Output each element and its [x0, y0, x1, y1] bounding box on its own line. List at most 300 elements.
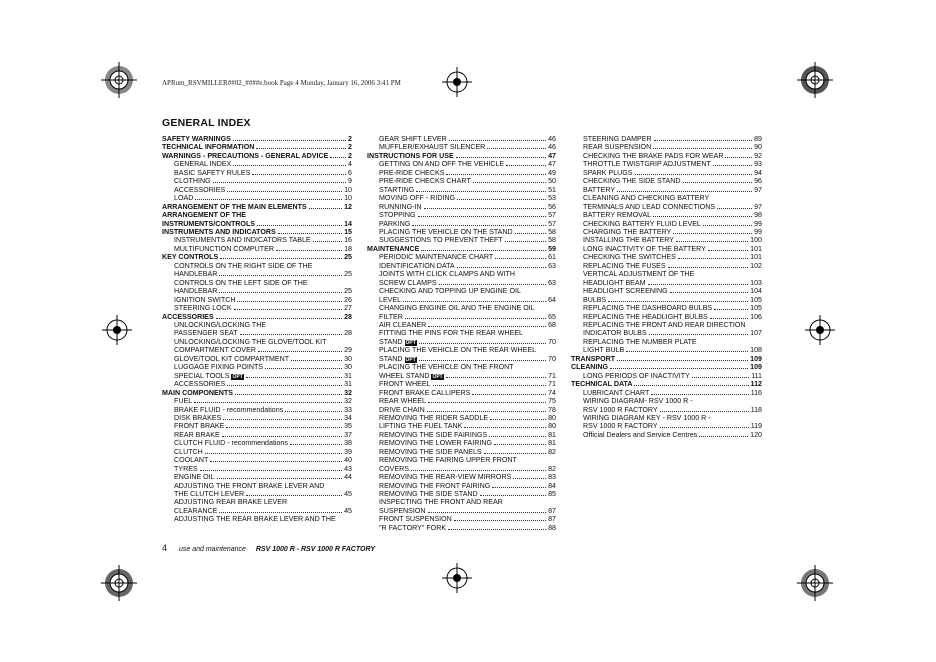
index-entry[interactable]: [367, 372, 556, 380]
dot-leader: [428, 326, 546, 327]
registration-mark-right-middle: [805, 315, 835, 345]
page-ref: 27: [344, 304, 352, 313]
dot-leader: [610, 368, 748, 369]
page-ref: 2: [348, 135, 352, 143]
dot-leader: [648, 284, 749, 285]
entry-title: IDENTIFICATION DATA: [379, 261, 455, 270]
index-entry[interactable]: [367, 296, 556, 304]
entry-title: REPLACING THE FUSES: [583, 261, 666, 270]
index-entry[interactable]: [571, 372, 762, 380]
page-ref: 80: [548, 422, 556, 431]
entry-title: BRAKE FLUID - recommendations: [174, 405, 284, 414]
index-column-2: [367, 135, 556, 532]
page-ref: 31: [344, 380, 352, 389]
entry-title: FITTING THE PINS FOR THE REAR WHEEL: [379, 329, 523, 338]
index-entry[interactable]: [162, 313, 352, 321]
index-entry[interactable]: [162, 439, 352, 447]
entry-title: REPLACING THE HEADLIGHT BULBS: [583, 312, 708, 321]
page-ref: 31: [344, 371, 352, 380]
dot-leader: [222, 436, 342, 437]
page-ref: 75: [548, 397, 556, 406]
index-entry[interactable]: [162, 507, 352, 515]
dot-leader: [446, 377, 546, 378]
index-entry[interactable]: [571, 194, 762, 202]
index-entry[interactable]: [367, 422, 556, 430]
index-entry[interactable]: [367, 228, 556, 236]
page-ref: 10: [344, 194, 352, 203]
page-ref: 90: [754, 143, 762, 152]
index-entry[interactable]: [367, 515, 556, 523]
index-entry[interactable]: [367, 473, 556, 481]
entry-title: WIRING DIAGRAM- RSV 1000 R -: [583, 397, 693, 406]
index-entry[interactable]: [571, 346, 762, 354]
index-entry[interactable]: [162, 329, 352, 337]
dot-leader: [227, 385, 342, 386]
index-entry[interactable]: [571, 313, 762, 321]
index-entry[interactable]: [571, 363, 762, 371]
index-entry[interactable]: [571, 397, 762, 405]
index-entry[interactable]: [571, 169, 762, 177]
dot-leader: [457, 199, 546, 200]
entry-title: INSTRUMENTS AND INDICATORS: [162, 227, 276, 236]
index-entry[interactable]: [162, 143, 352, 151]
index-entry[interactable]: [571, 211, 762, 219]
page-ref: 102: [750, 261, 762, 270]
page-ref: 38: [344, 439, 352, 448]
page-ref: 39: [344, 447, 352, 456]
page-ref: 116: [750, 388, 762, 397]
page-ref: 85: [548, 490, 556, 499]
dot-leader: [683, 182, 753, 183]
index-entry[interactable]: [571, 152, 762, 160]
index-entry[interactable]: [367, 203, 556, 211]
page-ref: 12: [344, 202, 352, 211]
index-entry[interactable]: [571, 321, 762, 329]
index-entry[interactable]: [367, 380, 556, 388]
index-entry[interactable]: [162, 490, 352, 498]
dot-leader: [235, 394, 342, 395]
index-entry[interactable]: [162, 279, 352, 287]
page-ref: 35: [344, 422, 352, 431]
index-entry[interactable]: [571, 177, 762, 185]
index-entry[interactable]: [162, 448, 352, 456]
index-entry[interactable]: [162, 220, 352, 228]
entry-title: WIRING DIAGRAM KEY - RSV 1000 R -: [583, 413, 711, 422]
page-ref: 45: [344, 506, 352, 515]
entry-title: VERTICAL ADJUSTMENT OF THE: [583, 270, 695, 279]
index-entry[interactable]: [162, 296, 352, 304]
index-entry[interactable]: [367, 439, 556, 447]
index-entry[interactable]: [571, 338, 762, 346]
index-entry[interactable]: [162, 253, 352, 261]
page-ref: 103: [750, 278, 762, 287]
page-ref: 58: [548, 236, 556, 245]
dot-leader: [449, 140, 546, 141]
index-entry[interactable]: [162, 304, 352, 312]
page-ref: 107: [750, 329, 762, 338]
dot-leader: [506, 165, 546, 166]
index-entry[interactable]: [162, 152, 352, 160]
index-entry[interactable]: [367, 414, 556, 422]
entry-title: SCREW CLAMPS: [379, 278, 437, 287]
dot-leader: [714, 309, 748, 310]
dot-leader: [617, 360, 748, 361]
index-entry[interactable]: [162, 135, 352, 143]
index-entry[interactable]: [162, 431, 352, 439]
index-entry[interactable]: [367, 270, 556, 278]
index-entry[interactable]: [162, 397, 352, 405]
entry-title: PARKING: [379, 219, 411, 228]
entry-title: ADJUSTING THE FRONT BRAKE LEVER AND: [174, 481, 325, 490]
page-ref: 32: [344, 397, 352, 406]
entry-title: CONTROLS ON THE LEFT SIDE OF THE: [174, 278, 308, 287]
entry-title: STEERING DAMPER: [583, 135, 652, 143]
entry-title: REAR WHEEL: [379, 397, 426, 406]
entry-title: AIR CLEANER: [379, 320, 427, 329]
entry-title: INSTRUMENTS/CONTROLS: [162, 219, 256, 228]
entry-title: LOAD: [174, 194, 194, 203]
index-entry[interactable]: [367, 524, 556, 532]
page-ref: 50: [548, 177, 556, 186]
dot-leader: [216, 318, 342, 319]
dot-leader: [653, 216, 752, 217]
index-entry[interactable]: [162, 380, 352, 388]
index-entry[interactable]: [162, 346, 352, 354]
index-entry[interactable]: [571, 186, 762, 194]
dot-leader: [418, 216, 547, 217]
dot-leader: [219, 512, 342, 513]
index-entry[interactable]: [162, 203, 352, 211]
dot-leader: [246, 495, 342, 496]
registration-mark-top-right: [797, 62, 833, 98]
index-entry[interactable]: [162, 389, 352, 397]
dot-leader: [472, 394, 546, 395]
entry-title: FILTER: [379, 312, 403, 321]
index-entry[interactable]: [162, 414, 352, 422]
index-entry[interactable]: [162, 211, 352, 219]
page-ref: 99: [754, 227, 762, 236]
index-entry[interactable]: [367, 253, 556, 261]
index-entry[interactable]: [162, 270, 352, 278]
entry-title: INSTALLING THE BATTERY: [583, 236, 674, 245]
dot-leader: [290, 444, 342, 445]
entry-title: FRONT SUSPENSION: [379, 515, 452, 524]
page-ref: 97: [754, 185, 762, 194]
index-entry[interactable]: [162, 372, 352, 380]
dot-leader: [419, 343, 546, 344]
entry-title: PLACING THE VEHICLE ON THE STAND: [379, 227, 513, 236]
page-ref: 34: [344, 413, 352, 422]
page-ref: 46: [548, 135, 556, 143]
index-entry[interactable]: [162, 515, 352, 523]
index-entry[interactable]: [367, 304, 556, 312]
page-footer: [162, 543, 375, 553]
entry-title: ADJUSTING THE REAR BRAKE LEVER AND THE: [174, 515, 336, 524]
index-entry[interactable]: [571, 389, 762, 397]
entry-title: LEVEL: [379, 295, 402, 304]
index-entry[interactable]: [162, 228, 352, 236]
dot-leader: [285, 411, 342, 412]
index-entry[interactable]: [367, 397, 556, 405]
page-ref: 58: [548, 227, 556, 236]
dot-leader: [233, 165, 346, 166]
index-entry[interactable]: [162, 262, 352, 270]
dot-leader: [403, 301, 546, 302]
index-entry[interactable]: [162, 287, 352, 295]
page-ref: 109: [750, 354, 762, 363]
entry-title: STOPPING: [379, 211, 416, 220]
index-entry[interactable]: [367, 321, 556, 329]
index-entry[interactable]: [571, 270, 762, 278]
dot-leader: [617, 191, 752, 192]
index-entry[interactable]: [162, 338, 352, 346]
index-entry[interactable]: [571, 406, 762, 414]
entry-title: SPARK PLUGS: [583, 168, 633, 177]
dot-leader: [710, 318, 748, 319]
index-entry[interactable]: [367, 211, 556, 219]
index-entry[interactable]: [162, 456, 352, 464]
entry-title: PLACING THE VEHICLE ON THE FRONT: [379, 363, 514, 372]
page-ref: 112: [750, 380, 762, 389]
index-entry[interactable]: [367, 279, 556, 287]
index-entry[interactable]: [571, 329, 762, 337]
entry-title: STARTING: [379, 185, 415, 194]
index-entry[interactable]: [367, 236, 556, 244]
index-entry[interactable]: [162, 321, 352, 329]
page-ref: 100: [750, 236, 762, 245]
page-ref: 4: [348, 160, 352, 169]
dot-leader: [240, 334, 343, 335]
index-entry[interactable]: [571, 236, 762, 244]
index-entry[interactable]: [162, 406, 352, 414]
dot-leader: [439, 284, 547, 285]
index-entry[interactable]: [162, 422, 352, 430]
index-entry[interactable]: [367, 152, 556, 160]
page-ref: 25: [344, 270, 352, 279]
entry-title: MOVING OFF - RIDING: [379, 194, 456, 203]
index-entry[interactable]: [367, 287, 556, 295]
index-entry[interactable]: [571, 228, 762, 236]
page-title: GENERAL INDEX: [162, 117, 251, 129]
index-entry[interactable]: [571, 431, 762, 439]
index-entry[interactable]: [367, 490, 556, 498]
page-ref: 14: [344, 219, 352, 228]
page-ref: 84: [548, 481, 556, 490]
index-entry[interactable]: [367, 169, 556, 177]
dot-leader: [309, 208, 342, 209]
index-entry[interactable]: [367, 338, 556, 346]
index-entry[interactable]: [571, 220, 762, 228]
index-entry[interactable]: [367, 448, 556, 456]
page-ref: 97: [754, 202, 762, 211]
index-entry[interactable]: [571, 253, 762, 261]
entry-title: ADJUSTING REAR BRAKE LEVER: [174, 498, 288, 507]
entry-title: STEERING LOCK: [174, 304, 232, 313]
index-entry[interactable]: [367, 456, 556, 464]
index-entry[interactable]: [367, 186, 556, 194]
entry-title: RSV 1000 R FACTORY: [583, 422, 658, 431]
index-entry[interactable]: [367, 245, 556, 253]
page-ref: 43: [344, 464, 352, 473]
index-entry[interactable]: [367, 498, 556, 506]
index-entry[interactable]: [571, 422, 762, 430]
dot-leader: [494, 444, 546, 445]
page-ref: 53: [548, 194, 556, 203]
index-entry[interactable]: [162, 160, 352, 168]
index-entry[interactable]: [162, 363, 352, 371]
index-entry[interactable]: [571, 355, 762, 363]
dot-leader: [699, 436, 748, 437]
index-entry[interactable]: [367, 346, 556, 354]
entry-title: PASSENGER SEAT: [174, 329, 238, 338]
index-entry[interactable]: [162, 355, 352, 363]
entry-title: SUSPENSION: [379, 506, 426, 515]
entry-title: COOLANT: [174, 456, 209, 465]
entry-title: FUEL: [174, 397, 193, 406]
dot-leader: [660, 411, 749, 412]
page-ref: 101: [750, 253, 762, 262]
index-entry[interactable]: [367, 135, 556, 143]
index-entry[interactable]: [162, 169, 352, 177]
page-ref: 57: [548, 211, 556, 220]
index-entry[interactable]: [367, 355, 556, 363]
dot-leader: [725, 157, 752, 158]
entry-title: REMOVING THE SIDE FAIRINGS: [379, 430, 488, 439]
page-ref: 98: [754, 211, 762, 220]
page-ref: 26: [344, 295, 352, 304]
dot-leader: [484, 453, 546, 454]
entry-title: GLOVE/TOOL KIT COMPARTMENT: [174, 354, 290, 363]
page-ref: 49: [548, 168, 556, 177]
entry-title: GENERAL INDEX: [174, 160, 232, 169]
page-ref: 70: [548, 337, 556, 346]
index-entry[interactable]: [162, 498, 352, 506]
index-entry[interactable]: [367, 160, 556, 168]
index-entry[interactable]: [571, 135, 762, 143]
page-ref: 9: [348, 177, 352, 186]
entry-title: HANDLEBAR: [174, 287, 218, 296]
entry-title: REAR SUSPENSION: [583, 143, 652, 152]
index-entry[interactable]: [571, 287, 762, 295]
page-ref: 70: [548, 354, 556, 363]
dot-leader: [233, 140, 346, 141]
entry-title: CLUTCH FLUID - recommendations: [174, 439, 288, 448]
page-ref: 30: [344, 354, 352, 363]
index-entry[interactable]: [162, 482, 352, 490]
dot-leader: [708, 250, 748, 251]
index-entry[interactable]: [571, 296, 762, 304]
page-ref: 25: [344, 253, 352, 262]
dot-leader: [654, 140, 753, 141]
index-entry[interactable]: [571, 279, 762, 287]
index-entry[interactable]: [162, 465, 352, 473]
index-entry[interactable]: [571, 380, 762, 388]
page-ref: 104: [750, 287, 762, 296]
page-ref: 33: [344, 405, 352, 414]
index-entry[interactable]: [162, 194, 352, 202]
index-entry[interactable]: [162, 245, 352, 253]
dot-leader: [313, 241, 342, 242]
index-entry[interactable]: [571, 304, 762, 312]
index-entry[interactable]: [367, 220, 556, 228]
dot-leader: [194, 402, 342, 403]
entry-title: PLACING THE VEHICLE ON THE REAR WHEEL: [379, 346, 537, 355]
entry-title: LIGHT BULB: [583, 346, 625, 355]
registration-mark-top-left: [101, 62, 137, 98]
page-ref: 118: [750, 405, 762, 414]
entry-title: REMOVING THE REAR-VIEW MIRRORS: [379, 473, 512, 482]
entry-title: FRONT BRAKE: [174, 422, 225, 431]
dot-leader: [427, 411, 546, 412]
index-entry[interactable]: [367, 143, 556, 151]
dot-leader: [626, 351, 748, 352]
entry-title: INDICATOR BULBS: [583, 329, 647, 338]
dot-leader: [492, 487, 546, 488]
dot-leader: [673, 233, 752, 234]
index-entry[interactable]: [367, 389, 556, 397]
registration-mark-left-middle: [102, 315, 132, 345]
index-entry[interactable]: [571, 414, 762, 422]
entry-title: MAINTENANCE: [367, 244, 420, 253]
entry-title: MAIN COMPONENTS: [162, 388, 233, 397]
dot-leader: [653, 148, 752, 149]
dot-leader: [219, 275, 342, 276]
index-entry[interactable]: [367, 262, 556, 270]
dot-leader: [424, 208, 547, 209]
page-ref: 47: [548, 160, 556, 169]
entry-title: CHARGING THE BATTERY: [583, 227, 672, 236]
index-entry[interactable]: [571, 245, 762, 253]
page-ref: 25: [344, 287, 352, 296]
index-entry[interactable]: [367, 507, 556, 515]
entry-title: ACCESSORIES: [174, 185, 226, 194]
index-entry[interactable]: [162, 186, 352, 194]
page-ref: 81: [548, 439, 556, 448]
index-entry[interactable]: [571, 262, 762, 270]
index-entry[interactable]: [571, 160, 762, 168]
index-entry[interactable]: [367, 177, 556, 185]
index-entry[interactable]: [367, 431, 556, 439]
entry-title: TERMINALS AND LEAD CONNECTIONS: [583, 202, 716, 211]
index-entry[interactable]: [367, 194, 556, 202]
optional-badge: OPT: [405, 356, 416, 363]
entry-title: WHEEL STAND: [379, 371, 430, 380]
index-entry[interactable]: [571, 143, 762, 151]
entry-title: UNLOCKING/LOCKING THE: [174, 320, 267, 329]
page-ref: 40: [344, 456, 352, 465]
registration-mark-top-center: [442, 67, 472, 97]
dot-leader: [670, 292, 749, 293]
index-entry[interactable]: [162, 236, 352, 244]
entry-title: DRIVE CHAIN: [379, 405, 425, 414]
entry-title: CLUTCH: [174, 447, 203, 456]
index-entry[interactable]: [162, 177, 352, 185]
index-entry[interactable]: [571, 203, 762, 211]
index-entry[interactable]: [367, 313, 556, 321]
index-entry[interactable]: [367, 329, 556, 337]
page-ref: 93: [754, 160, 762, 169]
page-ref: 15: [344, 227, 352, 236]
index-entry[interactable]: [367, 406, 556, 414]
index-entry[interactable]: [367, 363, 556, 371]
index-entry[interactable]: [162, 473, 352, 481]
dot-leader: [278, 233, 342, 234]
index-entry[interactable]: [367, 465, 556, 473]
dot-leader: [480, 495, 546, 496]
entry-title: CHANGING ENGINE OIL AND THE ENGINE OIL: [379, 304, 535, 313]
index-entry[interactable]: [367, 482, 556, 490]
entry-title: BATTERY: [583, 185, 616, 194]
